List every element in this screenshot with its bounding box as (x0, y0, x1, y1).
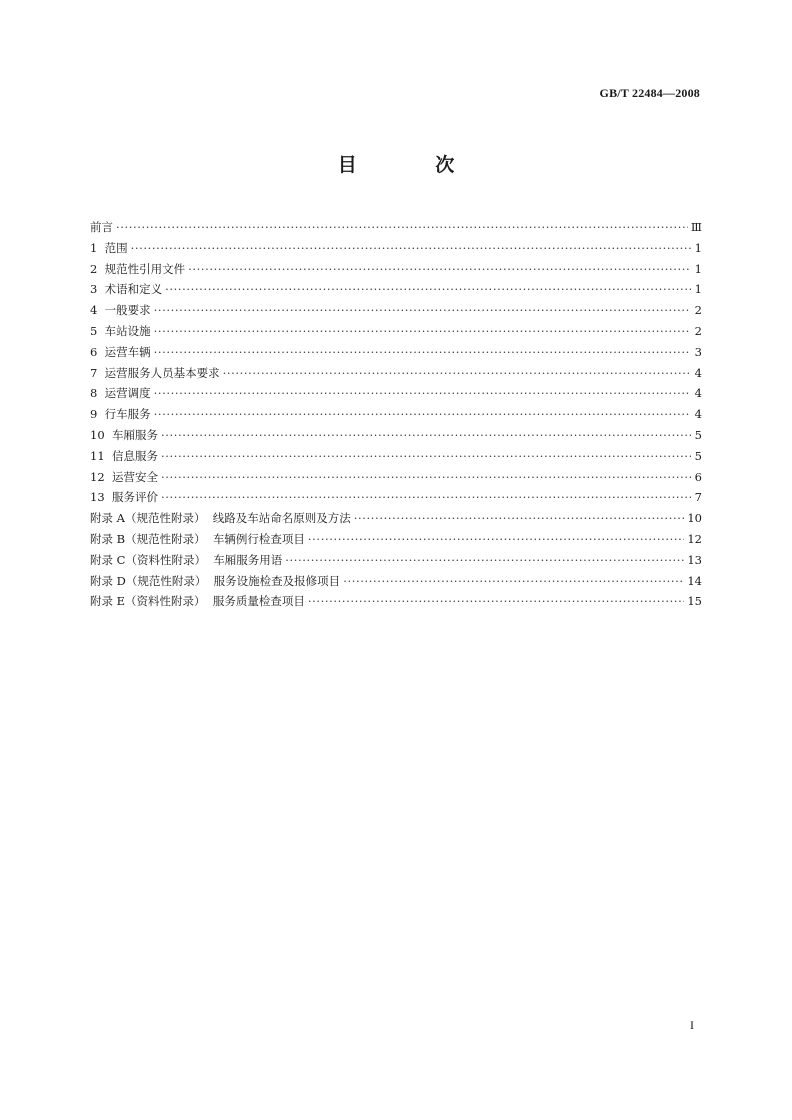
toc-entry-title: 1 范围 (90, 240, 128, 255)
toc-entry-page: 6 (694, 469, 702, 484)
toc-entry-page: 15 (687, 594, 702, 609)
toc-entry[interactable] (90, 363, 702, 384)
toc-entry-title: 附录 E（资料性附录） 服务质量检查项目 (90, 594, 305, 609)
toc-entry-title: 7 运营服务人员基本要求 (90, 365, 220, 380)
toc-entry[interactable] (90, 217, 702, 238)
toc-entry-title: 3 术语和定义 (90, 282, 163, 297)
toc-entry-page: 5 (694, 427, 702, 442)
toc-entry[interactable] (90, 342, 702, 363)
toc-entry-page: 14 (687, 573, 702, 588)
toc-dot-leader (154, 404, 691, 425)
toc-entry-page: 5 (694, 448, 702, 463)
toc-dot-leader (308, 529, 684, 550)
toc-dot-leader (161, 487, 691, 508)
toc-entry-title: 10 车厢服务 (90, 427, 158, 442)
toc-entry-title: 13 服务评价 (90, 490, 158, 505)
toc-entry-title: 附录 A（规范性附录） 线路及车站命名原则及方法 (90, 511, 351, 526)
toc-entry[interactable] (90, 300, 702, 321)
toc-entry-title: 5 车站设施 (90, 323, 151, 338)
toc-entry[interactable] (90, 508, 702, 529)
toc-entry[interactable] (90, 238, 702, 259)
toc-entry[interactable] (90, 259, 702, 280)
toc-entry[interactable] (90, 425, 702, 446)
toc-entry-title: 附录 C（资料性附录） 车厢服务用语 (90, 552, 283, 567)
toc-dot-leader (154, 321, 691, 342)
toc-entry-title: 9 行车服务 (90, 407, 151, 422)
toc-entry[interactable] (90, 404, 702, 425)
toc-entry-page: 12 (687, 531, 702, 546)
toc-dot-leader (165, 279, 691, 300)
toc-entry-page: 13 (687, 552, 702, 567)
toc-entry[interactable] (90, 550, 702, 571)
toc-entry-title: 附录 D（规范性附录） 服务设施检查及报修项目 (90, 573, 341, 588)
toc-entry-page: 2 (694, 303, 702, 318)
toc-entry-page: 1 (694, 261, 702, 276)
toc-entry[interactable] (90, 321, 702, 342)
toc-dot-leader (188, 259, 691, 280)
toc-dot-leader (154, 342, 691, 363)
standard-number: GB/T 22484—2008 (599, 86, 700, 100)
toc-entry[interactable] (90, 487, 702, 508)
toc-entry[interactable] (90, 529, 702, 550)
toc-entry-page: 3 (694, 344, 702, 359)
toc-entry[interactable] (90, 446, 702, 467)
table-of-contents (90, 217, 702, 612)
toc-entry[interactable] (90, 279, 702, 300)
toc-entry-page: 1 (694, 240, 702, 255)
toc-dot-leader (343, 571, 684, 592)
toc-entry-title: 11 信息服务 (90, 448, 158, 463)
toc-entry-page: 4 (694, 365, 702, 380)
toc-dot-leader (285, 550, 684, 571)
toc-entry[interactable] (90, 467, 702, 488)
toc-dot-leader (131, 238, 691, 259)
toc-entry-title: 6 运营车辆 (90, 344, 151, 359)
toc-entry-page: 2 (694, 323, 702, 338)
toc-entry-title: 2 规范性引用文件 (90, 261, 186, 276)
toc-entry-page: 10 (687, 511, 702, 526)
toc-entry-title: 前言 (90, 220, 113, 234)
page-number: I (690, 1018, 694, 1032)
toc-entry-title: 附录 B（规范性附录） 车辆例行检查项目 (90, 531, 305, 546)
toc-dot-leader (161, 425, 691, 446)
toc-dot-leader (161, 467, 691, 488)
toc-dot-leader (154, 300, 691, 321)
toc-entry-title: 4 一般要求 (90, 303, 151, 318)
toc-entry-page: Ⅲ (690, 220, 702, 234)
toc-entry-page: 7 (694, 490, 702, 505)
toc-entry[interactable] (90, 383, 702, 404)
toc-entry-page: 4 (694, 386, 702, 401)
toc-entry-title: 12 运营安全 (90, 469, 158, 484)
toc-entry-page: 1 (694, 282, 702, 297)
toc-dot-leader (223, 363, 691, 384)
toc-dot-leader (161, 446, 691, 467)
toc-dot-leader (154, 383, 691, 404)
page-title: 目 次 (337, 154, 491, 176)
toc-entry[interactable] (90, 591, 702, 612)
toc-entry-title: 8 运营调度 (90, 386, 151, 401)
toc-entry[interactable] (90, 571, 702, 592)
toc-dot-leader (116, 217, 688, 238)
toc-dot-leader (308, 591, 685, 612)
toc-dot-leader (354, 508, 685, 529)
toc-entry-page: 4 (694, 407, 702, 422)
